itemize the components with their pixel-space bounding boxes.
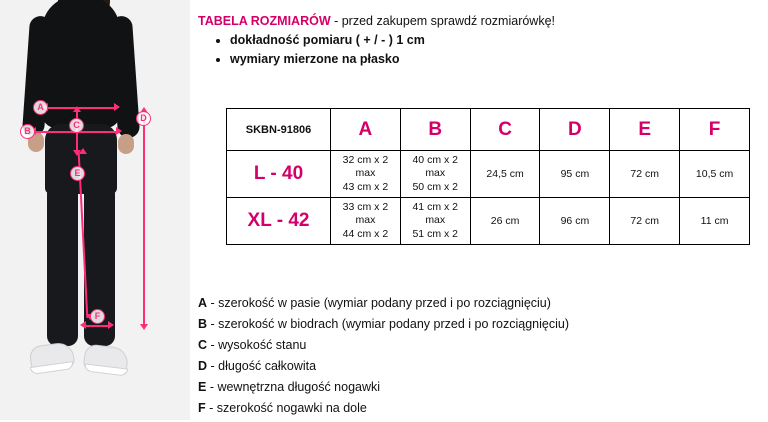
cell-e: 72 cm [610,151,680,198]
marker-d: D [136,111,151,126]
legend-text-f: - szerokość nogawki na dole [205,401,367,415]
measure-arrow-e-top [79,148,87,154]
model-hand-right [118,134,134,154]
model-top-garment [42,0,120,128]
cell-e: 72 cm [610,198,680,245]
marker-e: E [70,166,85,181]
column-header-a: A [331,109,401,151]
legend-key-e: E [198,380,207,394]
measure-arrow-f-right [108,321,114,329]
column-header-b: B [400,109,470,151]
table-row [227,198,750,245]
column-header-c: C [470,109,540,151]
legend-key-c: C [198,338,208,352]
size-label: L - 40 [227,151,331,198]
legend-text-d: - długość całkowita [207,359,317,373]
measure-line-a [46,107,116,109]
table-row [227,151,750,198]
cell-f: 10,5 cm [680,151,750,198]
cell-f: 11 cm [680,198,750,245]
column-header-e: E [610,109,680,151]
measure-arrow-b-right [116,127,122,135]
product-photo [0,0,190,420]
legend-key-b: B [198,317,208,331]
legend-item-c [198,338,569,352]
cell-c: 24,5 cm [470,151,540,198]
table-header-row [227,109,750,151]
measure-arrow-a-right [114,103,120,111]
marker-a: A [33,100,48,115]
notes-list [216,33,425,71]
model-hips [45,124,117,194]
legend-text-e: - wewnętrzna długość nogawki [206,380,381,394]
legend-item-a [198,296,569,310]
cell-b: 41 cm x 2 max 51 cm x 2 [400,198,470,245]
measure-line-d [143,112,145,326]
legend-item-b [198,317,569,331]
cell-b: 40 cm x 2 max 50 cm x 2 [400,151,470,198]
legend-key-f: F [198,401,206,415]
page-title [198,14,555,28]
column-header-f: F [680,109,750,151]
model-leg-left [47,186,78,346]
cell-a: 33 cm x 2 max 44 cm x 2 [331,198,401,245]
size-label: XL - 42 [227,198,331,245]
measure-arrow-c-top [73,106,81,112]
marker-f: F [90,309,105,324]
size-table [226,108,750,245]
legend [198,296,569,422]
legend-text-a: - szerokość w pasie (wymiar podany przed i po rozciągnięciu) [207,296,551,310]
list-item: • dokładność pomiaru ( + / - ) 1 cm [230,33,425,47]
legend-text-b: - szerokość w biodrach (wymiar podany przed i po rozciągnięciu) [207,317,569,331]
size-chart-content [190,0,768,420]
measure-arrow-f-left [80,321,86,329]
legend-text-c: - wysokość stanu [207,338,307,352]
page-title-rest: - przed zakupem sprawdź rozmiarówkę! [330,14,556,28]
page-title-main: TABELA ROZMIARÓW [198,14,331,28]
marker-c: C [69,118,84,133]
list-item: • wymiary mierzone na płasko [230,52,425,66]
legend-key-d: D [198,359,208,373]
legend-key-a: A [198,296,208,310]
measure-arrow-d-bottom [140,324,148,330]
cell-d: 95 cm [540,151,610,198]
cell-d: 96 cm [540,198,610,245]
column-header-d: D [540,109,610,151]
measure-line-f [84,325,110,327]
product-code: SKBN-91806 [227,109,331,151]
legend-item-e [198,380,569,394]
marker-b: B [20,124,35,139]
legend-item-f [198,401,569,415]
cell-a: 32 cm x 2 max 43 cm x 2 [331,151,401,198]
legend-item-d [198,359,569,373]
cell-c: 26 cm [470,198,540,245]
